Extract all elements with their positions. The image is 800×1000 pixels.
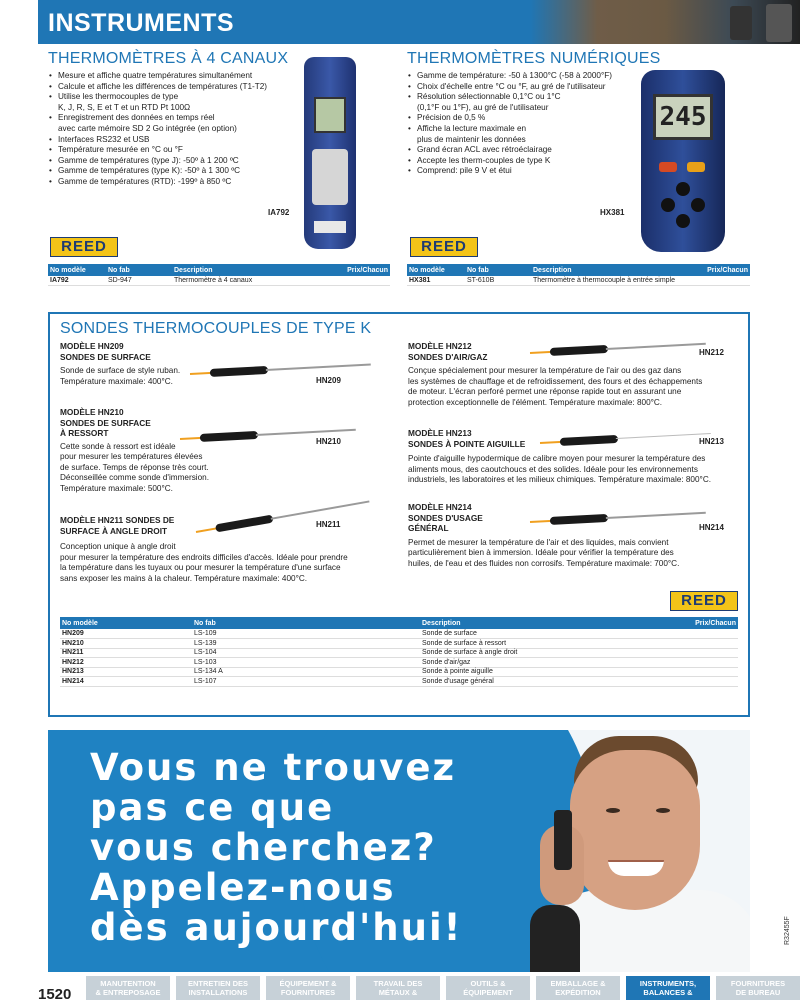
probe-tag-hn213: HN213 (699, 437, 724, 446)
table-row (60, 677, 738, 687)
probe-description: Permet de mesurer la température de l'air et des liquides, mais convient particulièrement bien à immersion. Idéale pour vérifier la température des huiles, de l'eau et des fluides non corrosifs. Température maximale: 700°C. (408, 537, 680, 568)
footer-tab[interactable]: INSTRUMENTS, BALANCES & (626, 976, 710, 1000)
col-header: Description (172, 264, 330, 276)
footer-tab[interactable]: OUTILS & ÉQUIPEMENT (446, 976, 530, 1000)
feature-item: • Choix d'échelle entre °C ou °F, au gré de l'utilisateur (407, 82, 647, 93)
cell-mfr: SD-947 (106, 276, 172, 286)
footer-tab[interactable]: TRAVAIL DES MÉTAUX & (356, 976, 440, 1000)
cell-desc: Sonde d'air/gaz (420, 658, 678, 668)
footer-tab[interactable]: ENTRETIEN DES INSTALLATIONS (176, 976, 260, 1000)
cell-desc: Sonde à pointe aiguille (420, 667, 678, 677)
cell-desc: Thermomètre à 4 canaux (172, 276, 330, 286)
page-title: INSTRUMENTS (48, 9, 235, 37)
product-table-hx381 (407, 264, 750, 286)
header-device-image (730, 6, 752, 40)
probe-description: Pointe d'aiguille hypodermique de calibre moyen pour mesurer la température des aliments mous, des caoutchoucs et des solides. Idéale pour les environnements industriels, les laboratoires et les milieux chimiques. Température maximale: 800°C. (408, 454, 712, 485)
cell-desc: Thermomètre à thermocouple à entrée simple (531, 276, 700, 286)
footer-tab[interactable]: FOURNITURES DE BUREAU (716, 976, 800, 1000)
col-header: Prix/Chacun (330, 264, 390, 276)
probe-description: Sonde de surface de style ruban. Température maximale: 400°C. (60, 366, 181, 386)
probe-heading: MODÈLE HN209 SONDES DE SURFACE (60, 341, 151, 362)
feature-item: • Affiche la lecture maximale en plus de maintenir les données (407, 124, 647, 145)
cell-model: HN211 (60, 648, 192, 658)
table-row (407, 276, 750, 286)
cell-model: HN209 (60, 629, 192, 639)
model-tag-hx381: HX381 (600, 208, 625, 217)
feature-item: • Précision de 0,5 % (407, 113, 647, 124)
cell-desc: Sonde de surface à angle droit (420, 648, 678, 658)
cell-price (330, 276, 390, 286)
section-title-probes: SONDES THERMOCOUPLES DE TYPE K (60, 320, 372, 337)
feature-item: • Mesure et affiche quatre températures simultanément (48, 71, 308, 82)
cell-mfr: ST-610B (465, 276, 531, 286)
probe-tag-hn212: HN212 (699, 348, 724, 357)
cell-mfr: LS-104 (192, 648, 420, 658)
feature-item: • Calcule et affiche les différences de températures (T1-T2) (48, 82, 308, 93)
cell-price (678, 648, 738, 658)
cell-mfr: LS-134 A (192, 667, 420, 677)
probe-heading: MODÈLE HN212 SONDES D'AIR/GAZ (408, 341, 488, 362)
col-header: No modèle (60, 617, 192, 629)
cell-price (678, 629, 738, 639)
feature-item: • Comprend: pile 9 V et étui (407, 166, 647, 177)
product-table-ia792 (48, 264, 390, 286)
table-row (48, 276, 390, 286)
probe-description: Cette sonde à ressort est idéale pour mesurer les températures élevées de surface. Temps de réponse très court. Déconseillée comme sonde d'immersion. Température maximale: 500°C. (60, 441, 210, 493)
page-number: 1520 (38, 986, 72, 1000)
probe-heading: MODÈLE HN214 SONDES D'USAGE GÉNÉRAL (408, 502, 483, 533)
col-header: Prix/Chacun (700, 264, 750, 276)
col-header: No fab (465, 264, 531, 276)
page-header (38, 0, 800, 44)
cell-model: HN213 (60, 667, 192, 677)
feature-item: • Température mesurée en °C ou °F (48, 145, 308, 156)
cell-mfr: LS-139 (192, 639, 420, 649)
cell-desc: Sonde de surface (420, 629, 678, 639)
table-row (60, 639, 738, 649)
banner-message: Vous ne trouvez pas ce que vous cherchez? Appelez-nous dès aujourd'hui! (90, 746, 463, 949)
model-tag-ia792: IA792 (268, 208, 290, 217)
col-header: Description (420, 617, 678, 629)
probe-tag-hn209: HN209 (316, 376, 341, 385)
cell-mfr: LS-103 (192, 658, 420, 668)
cell-mfr: LS-107 (192, 677, 420, 687)
col-header: No fab (192, 617, 420, 629)
probe-block-hn209 (60, 341, 300, 387)
col-header: Prix/Chacun (678, 617, 738, 629)
probe-tag-hn211: HN211 (316, 520, 341, 529)
feature-item: • Grand écran ACL avec rétroéclairage (407, 145, 647, 156)
cell-price (678, 677, 738, 687)
product-table-probes (60, 617, 738, 687)
header-photo (530, 0, 800, 44)
footer-category-tabs (86, 976, 800, 1000)
cell-mfr: LS-109 (192, 629, 420, 639)
probe-heading: MODÈLE HN210 SONDES DE SURFACE À RESSORT (60, 407, 151, 438)
probe-tag-hn210: HN210 (316, 437, 341, 446)
section-title-digital: THERMOMÈTRES NUMÉRIQUES (407, 50, 661, 67)
feature-item: • Enregistrement des données en temps réel avec carte mémoire SD 2 Go intégrée (en option) (48, 113, 308, 134)
hx381-device-image (641, 70, 725, 252)
cell-price (678, 658, 738, 668)
probe-heading: MODÈLE HN211 SONDES DE SURFACE À ANGLE DROIT (60, 515, 175, 536)
cell-price (678, 639, 738, 649)
feature-item: • Interfaces RS232 et USB (48, 135, 308, 146)
cell-price (700, 276, 750, 286)
cell-price (678, 667, 738, 677)
col-header: No modèle (407, 264, 465, 276)
feature-list-4-channel (48, 71, 308, 188)
cell-model: HN210 (60, 639, 192, 649)
cell-model: HN212 (60, 658, 192, 668)
table-row (60, 629, 738, 639)
reed-logo: REED (410, 237, 478, 257)
feature-item: • Accepte les therm-couples de type K (407, 156, 647, 167)
feature-item: • Gamme de température: -50 à 1300°C (-58 à 2000°F) (407, 71, 647, 82)
header-device-image (766, 4, 792, 42)
footer-tab[interactable]: ÉQUIPEMENT & FOURNITURES (266, 976, 350, 1000)
cell-desc: Sonde de surface à ressort (420, 639, 678, 649)
section-title-4-channel: THERMOMÈTRES À 4 CANAUX (48, 50, 289, 67)
feature-list-digital (407, 71, 647, 177)
reed-logo: REED (670, 591, 738, 611)
cell-desc: Sonde d'usage général (420, 677, 678, 687)
reed-logo: REED (50, 237, 118, 257)
table-row (60, 658, 738, 668)
feature-item: • Gamme de températures (type J): -50º à 1 200 ºC (48, 156, 308, 167)
probe-description: Conception unique à angle droit pour mesurer la température des endroits difficiles d'accès. Idéale pour prendre la température dans les tuyaux ou pour mesurer la température d'une surface sans exposer les mains à la chaleur. Température maximale: 400°C. (60, 542, 348, 583)
feature-item: • Utilise les thermocouples de type K, J, R, S, E et T et un RTD Pt 100Ω (48, 92, 308, 113)
ref-code: R32455F (784, 916, 791, 945)
col-header: No fab (106, 264, 172, 276)
footer-tab[interactable]: MANUTENTION & ENTREPOSAGE (86, 976, 170, 1000)
table-row (60, 648, 738, 658)
ia792-device-image (304, 57, 356, 249)
col-header: No modèle (48, 264, 106, 276)
cell-model: HN214 (60, 677, 192, 687)
col-header: Description (531, 264, 700, 276)
cell-model: IA792 (48, 276, 106, 286)
feature-item: • Gamme de températures (type K): -50º à 1 300 ºC (48, 166, 308, 177)
man-on-phone-photo (530, 730, 750, 972)
hx381-display: 245 (653, 94, 713, 140)
probe-block-hn210 (60, 407, 300, 494)
probe-heading: MODÈLE HN213 SONDES À POINTE AIGUILLE (408, 428, 526, 449)
feature-item: • Gamme de températures (RTD): -199º à 850 ºC (48, 177, 308, 188)
probe-description: Conçue spécialement pour mesurer la température de l'air ou des gaz dans les systèmes de chauffage et de refroidissement, des fours et des échappements de moteur. L'écran perforé permet une réponse rapide tout en assurant une protection exceptionnelle de l'élément. Température maximale: 800°C. (408, 366, 703, 407)
feature-item: • Résolution sélectionnable 0,1°C ou 1°C (0,1°F ou 1°F), au gré de l'utilisateur (407, 92, 647, 113)
table-row (60, 667, 738, 677)
footer-tab[interactable]: EMBALLAGE & EXPÉDITION (536, 976, 620, 1000)
probe-tag-hn214: HN214 (699, 523, 724, 532)
cell-model: HX381 (407, 276, 465, 286)
